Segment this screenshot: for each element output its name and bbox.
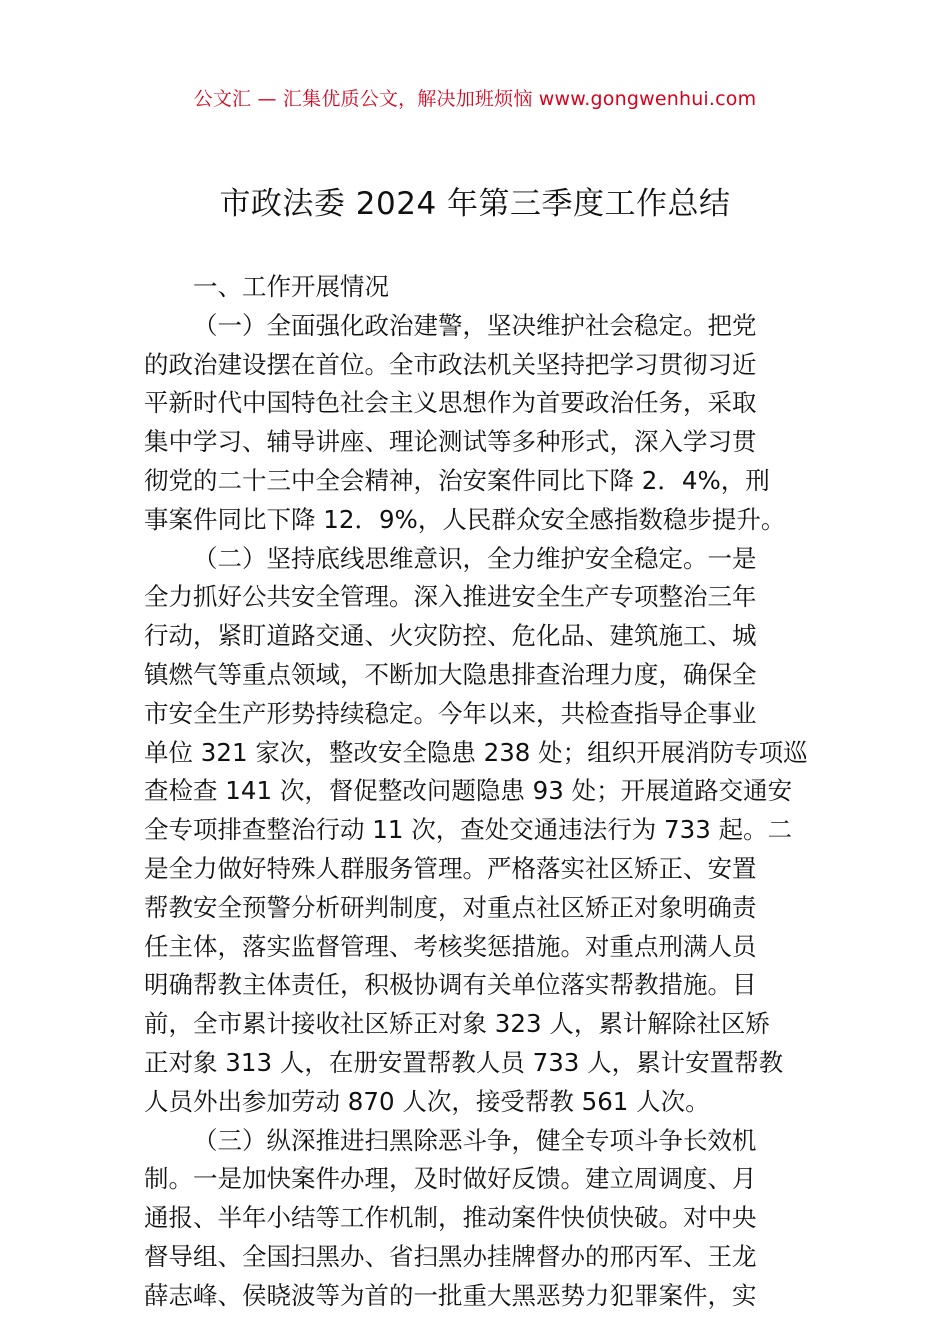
text-line: 薛志峰、侯晓波等为首的一批重大黑恶势力犯罪案件，实 xyxy=(144,1280,757,1310)
document-title: 市政法委 2024 年第三季度工作总结 xyxy=(219,186,731,222)
text-line: 单位 321 家次，整改安全隐患 238 处；组织开展消防专项巡 xyxy=(144,737,808,767)
text-line: 任主体，落实监督管理、考核奖惩措施。对重点刑满人员 xyxy=(144,931,757,961)
text-line: 帮教安全预警分析研判制度，对重点社区矫正对象明确责 xyxy=(144,892,757,922)
header-banner[interactable]: 公文汇 — 汇集优质公文，解决加班烦恼 www.gongwenhui.com xyxy=(193,88,757,110)
text-line: （二）坚持底线思维意识，全力维护安全稳定。一是 xyxy=(193,543,757,573)
text-line: 通报、半年小结等工作机制，推动案件快侦快破。对中央 xyxy=(144,1203,757,1233)
text-line: 集中学习、辅导讲座、理论测试等多种形式，深入学习贯 xyxy=(144,427,757,457)
text-line: （三）纵深推进扫黑除恶斗争，健全专项斗争长效机 xyxy=(193,1125,757,1155)
text-line: 平新时代中国特色社会主义思想作为首要政治任务，采取 xyxy=(144,388,757,418)
text-line: 市安全生产形势持续稳定。今年以来，共检查指导企事业 xyxy=(144,698,757,728)
text-line: 前，全市累计接收社区矫正对象 323 人，累计解除社区矫 xyxy=(144,1009,770,1039)
text-line: 全专项排查整治行动 11 次，查处交通违法行为 733 起。二 xyxy=(144,815,793,845)
text-line: 全力抓好公共安全管理。深入推进安全生产专项整治三年 xyxy=(144,582,757,612)
text-line: 是全力做好特殊人群服务管理。严格落实社区矫正、安置 xyxy=(144,853,757,883)
text-line: 事案件同比下降 12．9%，人民群众安全感指数稳步提升。 xyxy=(144,504,786,534)
text-line: 督导组、全国扫黑办、省扫黑办挂牌督办的邢丙军、王龙 xyxy=(144,1241,757,1271)
text-line: 的政治建设摆在首位。全市政法机关坚持把学习贯彻习近 xyxy=(144,349,757,379)
text-line: 彻党的二十三中全会精神，治安案件同比下降 2．4%，刑 xyxy=(144,465,770,495)
text-line: （一）全面强化政治建警，坚决维护社会稳定。把党 xyxy=(193,310,757,340)
text-line: 行动，紧盯道路交通、火灾防控、危化品、建筑施工、城 xyxy=(144,621,757,651)
text-line: 明确帮教主体责任，积极协调有关单位落实帮教措施。目 xyxy=(144,970,757,1000)
section-heading: 一、工作开展情况 xyxy=(193,272,389,301)
document-body xyxy=(144,268,808,1316)
text-line: 正对象 313 人，在册安置帮教人员 733 人，累计安置帮教 xyxy=(144,1047,784,1077)
text-line: 制。一是加快案件办理，及时做好反馈。建立周调度、月 xyxy=(144,1164,757,1194)
text-line: 查检查 141 次，督促整改问题隐患 93 处；开展道路交通安 xyxy=(144,776,793,806)
text-line: 人员外出参加劳动 870 人次，接受帮教 561 人次。 xyxy=(144,1086,710,1116)
text-line: 镇燃气等重点领域，不断加大隐患排查治理力度，确保全 xyxy=(144,659,757,689)
